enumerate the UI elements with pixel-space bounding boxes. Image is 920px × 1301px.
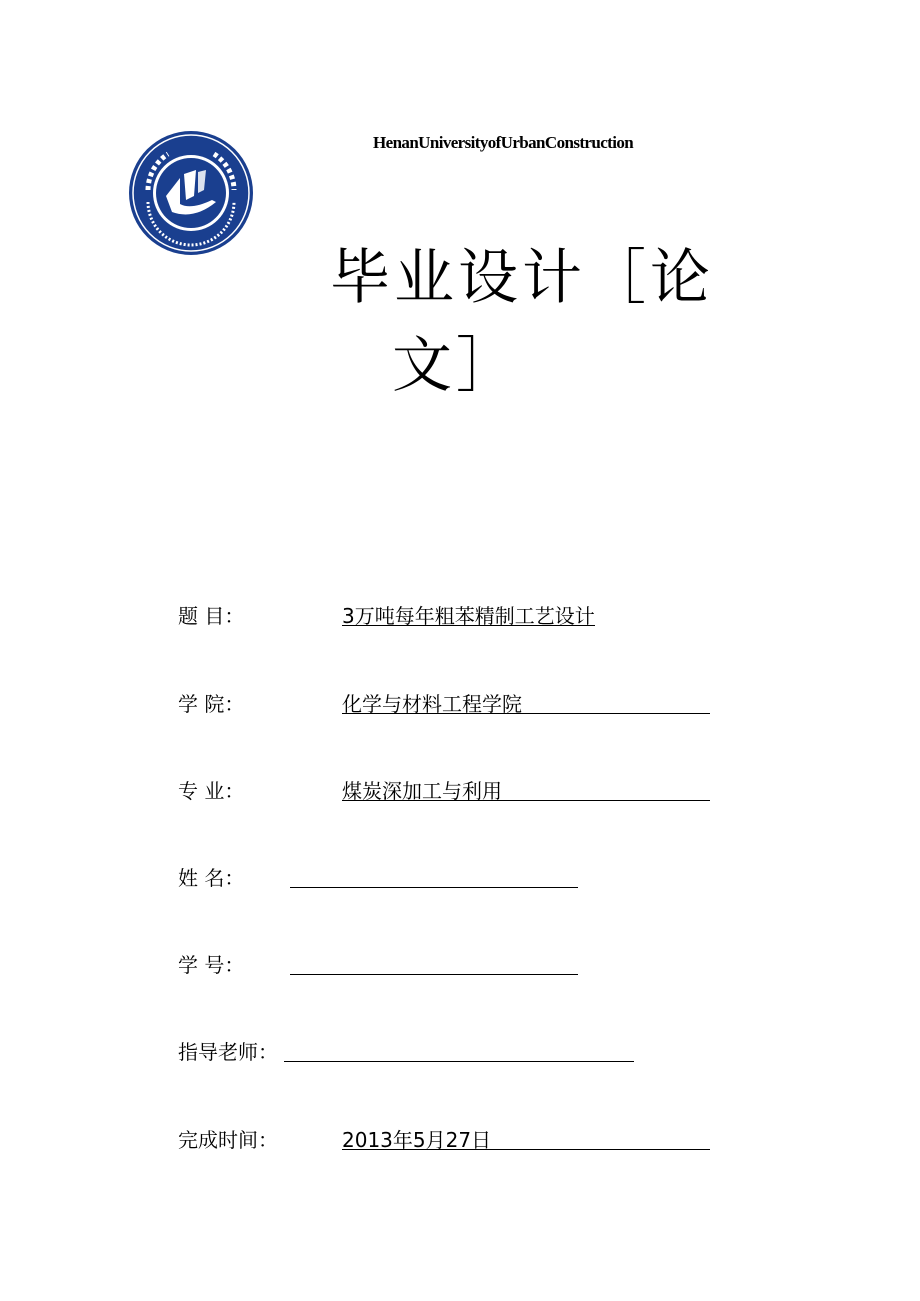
document-title-line2: 文］	[392, 331, 520, 401]
document-title-line1: 毕业设计［论	[330, 243, 714, 313]
field-value-college: 化学与材料工程学院	[342, 688, 710, 714]
field-value-major: 煤炭深加工与利用	[342, 775, 710, 801]
field-value-completion-date: 2013年5月27日	[342, 1124, 710, 1150]
field-topic	[178, 600, 738, 630]
field-label: 指导老师：	[178, 1040, 278, 1064]
field-student-id	[178, 949, 738, 979]
field-value-advisor	[284, 1036, 634, 1062]
field-value-topic: 3万吨每年粗苯精制工艺设计	[342, 600, 595, 626]
field-label: 完成时间：	[178, 1128, 278, 1152]
field-label: 学 院：	[178, 692, 245, 716]
field-advisor	[178, 1036, 738, 1066]
field-label: 专 业：	[178, 779, 245, 803]
field-value-name	[290, 862, 578, 888]
field-label: 题 目：	[178, 604, 245, 628]
field-completion-date	[178, 1124, 738, 1154]
field-major	[178, 775, 738, 805]
field-name	[178, 862, 738, 892]
field-value-student-id	[290, 949, 578, 975]
university-seal-icon	[128, 130, 254, 256]
field-label: 学 号：	[178, 953, 245, 977]
field-college	[178, 688, 738, 718]
university-name-english: HenanUniversityofUrbanConstruction	[373, 133, 634, 152]
field-label: 姓 名：	[178, 866, 245, 890]
